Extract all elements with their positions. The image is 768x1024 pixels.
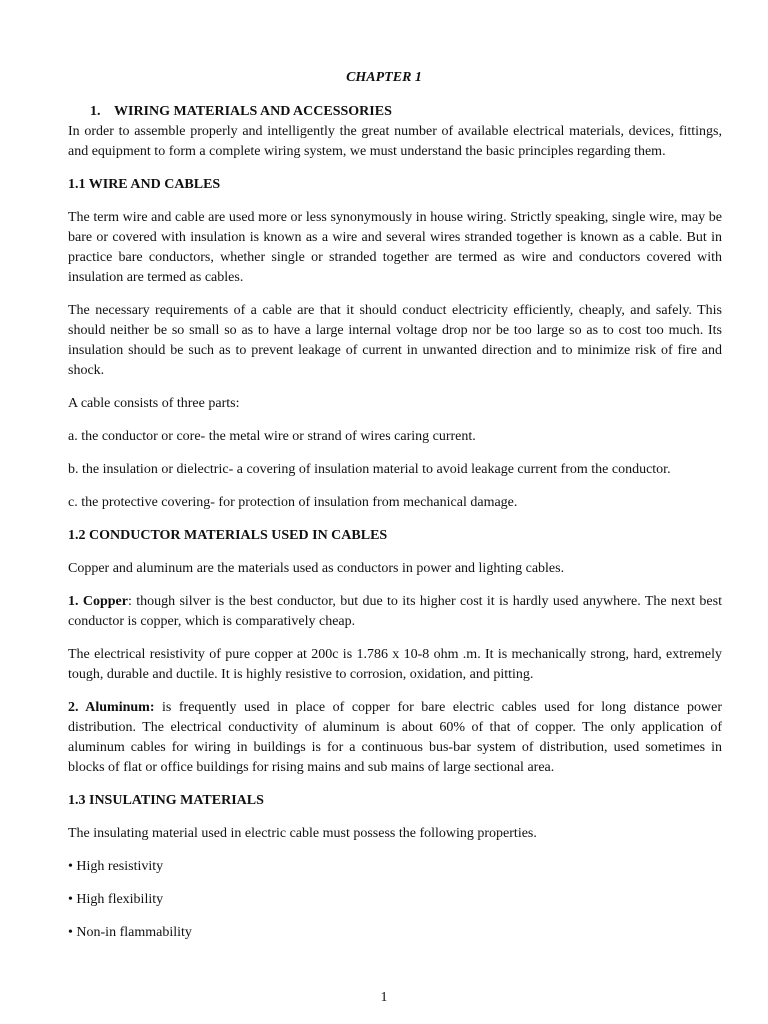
section-title-number: 1. — [90, 104, 101, 119]
copper-lead: 1. Copper — [68, 594, 128, 609]
paragraph-copper-resistivity: The electrical resistivity of pure copper at 200c is 1.786 x 10-8 ohm .m. It is mechanically strong, hard, extremely tough, durable and ductile. It is highly resistive to corrosion, oxidation, and pitting. — [68, 647, 722, 682]
paragraph-aluminum — [68, 698, 722, 778]
heading-1-1: 1.1 WIRE AND CABLES — [68, 177, 221, 192]
paragraph-insulating-properties: The insulating material used in electric cable must possess the following properties. — [68, 826, 537, 841]
aluminum-lead: 2. Aluminum: — [68, 700, 155, 715]
paragraph-cable-requirements: The necessary requirements of a cable are that it should conduct electricity efficiently, cheaply, and safely. This should neither be so small so as to have a large internal voltage drop nor be too large so as to cost too much. Its insulation should be such as to prevent leakage of current in unwanted direction and to minimize risk of fire and shock. — [68, 303, 722, 378]
copper-text: : though silver is the best conductor, but due to its higher cost it is hardly used anywhere. The next best conductor is copper, which is comparatively cheap. — [68, 594, 722, 629]
page-number: 1 — [380, 990, 388, 1005]
list-item-protective-covering: c. the protective covering- for protection of insulation from mechanical damage. — [68, 495, 518, 510]
bullet-high-flexibility: • High flexibility — [68, 892, 164, 907]
list-item-conductor: a. the conductor or core- the metal wire or strand of wires caring current. — [68, 429, 476, 444]
section-title — [90, 102, 722, 122]
page-content — [68, 102, 722, 956]
paragraph-copper — [68, 592, 722, 632]
paragraph-conductor-materials: Copper and aluminum are the materials used as conductors in power and lighting cables. — [68, 561, 565, 576]
intro-paragraph: In order to assemble properly and intelligently the great number of available electrical materials, devices, fittings, and equipment to form a complete wiring system, we must understand the basic principles regarding them. — [68, 124, 722, 159]
bullet-high-resistivity: • High resistivity — [68, 859, 164, 874]
heading-1-2: 1.2 CONDUCTOR MATERIALS USED IN CABLES — [68, 528, 388, 543]
heading-1-3: 1.3 INSULATING MATERIALS — [68, 793, 264, 808]
chapter-heading: CHAPTER 1 — [346, 70, 422, 85]
section-title-text: WIRING MATERIALS AND ACCESSORIES — [114, 104, 392, 119]
paragraph-cable-parts: A cable consists of three parts: — [68, 396, 240, 411]
paragraph-wire-definition: The term wire and cable are used more or less synonymously in house wiring. Strictly speaking, single wire, may be bare or covered with insulation is known as a wire and several wires stranded together is known as a cable. But in practice bare conductors, whether single or stranded together are termed as wire and conductors covered with insulation are termed as cables. — [68, 210, 722, 285]
bullet-non-flammability: • Non-in flammability — [68, 925, 192, 940]
aluminum-text: is frequently used in place of copper for bare electric cables used for long distance power distribution. The electrical conductivity of aluminum is about 60% of that of copper. The only application of aluminum cables for wiring in buildings is for a continuous bus-bar system of distribution, used sometimes in blocks of flat or office buildings for rising mains and sub mains of large sectional area. — [68, 700, 723, 775]
list-item-insulation: b. the insulation or dielectric- a covering of insulation material to avoid leakage current from the conductor. — [68, 462, 671, 477]
